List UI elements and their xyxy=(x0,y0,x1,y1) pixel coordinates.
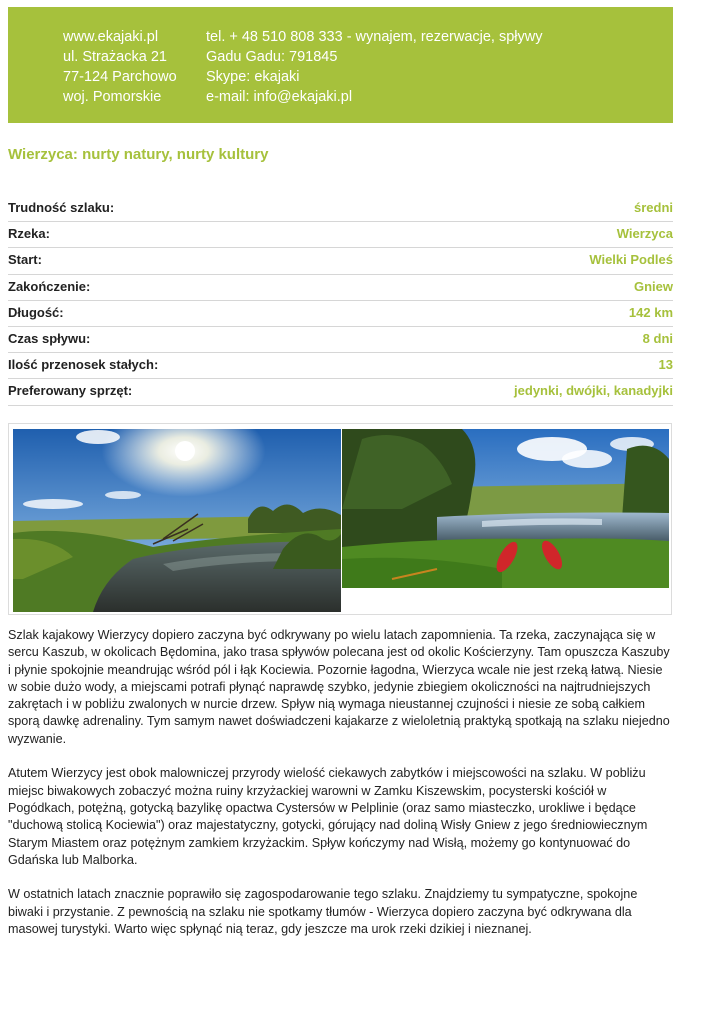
spec-value: jedynki, dwójki, kanadyjki xyxy=(514,383,673,399)
spec-label: Długość: xyxy=(8,304,64,320)
address-block xyxy=(63,27,177,107)
paragraph: Atutem Wierzycy jest obok malowniczej przyrody wielość ciekawych zabytków i miejscowości na szlaku. W pobliżu miejsc biwakowych zobaczyć można ruiny krzyżackiej warowni w Zamku Kiszewskim, pocysterski kościół w Pogódkach, potężną, gotycką bazylikę opactwa Cystersów w Pelplinie (oraz samo miasteczko, urokliwe i będące "duchową stolicą Kociewia") oraz majestatyczny, gotycki, górujący nad doliną Wisły Gniew z jego średniowiecznym Starym Miastem oraz potężnym zamkiem krzyżackim. Spływ kończymy nad Wisłą, możemy go kontynuować do Gdańska lub Malborka. xyxy=(8,766,648,867)
spec-value: 8 dni xyxy=(642,330,673,346)
spec-label: Ilość przenosek stałych: xyxy=(8,357,159,373)
article-body xyxy=(8,627,674,956)
postal-city: 77-124 Parchowo xyxy=(63,69,177,85)
spec-label: Zakończenie: xyxy=(8,278,91,294)
spec-row xyxy=(8,327,673,353)
province: woj. Pomorskie xyxy=(63,89,162,105)
spec-row xyxy=(8,301,673,327)
spec-row xyxy=(8,275,673,301)
photo-strip xyxy=(8,423,672,615)
spec-label: Czas spływu: xyxy=(8,330,91,346)
gadu-gadu-line: Gadu Gadu: 791845 xyxy=(206,49,338,65)
spec-value: Gniew xyxy=(633,278,673,294)
spec-value: średni xyxy=(633,200,673,215)
email-link[interactable]: e-mail: info@ekajaki.pl xyxy=(206,89,353,105)
street-address: ul. Strażacka 21 xyxy=(63,49,167,65)
paragraph: W ostatnich latach znacznie poprawiło się zagospodarowanie tego szlaku. Znajdziemy tu sympatyczne, spokojne biwaki i przystanie. Z pewnością na szlaku nie spotkamy tłumów - Wierzyca dopiero zaczyna być odkrywana dla masowej turystyki. Warto więc spłynąć nią teraz, gdy jeszcze ma urok rzeki dzikiej i nieznanej. xyxy=(8,887,638,937)
river-photo-kayaks xyxy=(342,429,669,588)
contact-block xyxy=(206,27,543,107)
spec-value: 13 xyxy=(658,357,673,373)
spec-label: Start: xyxy=(8,252,42,268)
spec-value: Wielki Podleś xyxy=(589,252,673,268)
spec-row xyxy=(8,248,673,274)
website-link[interactable]: www.ekajaki.pl xyxy=(63,29,159,45)
spec-label: Trudność szlaku: xyxy=(8,200,115,215)
spec-row xyxy=(8,196,673,222)
contact-header xyxy=(8,7,673,123)
page-title: Wierzyca: nurty natury, nurty kultury xyxy=(8,146,269,163)
phone-line: tel. + 48 510 808 333 - wynajem, rezerwacje, spływy xyxy=(206,29,543,45)
spec-row xyxy=(8,379,673,405)
spec-row xyxy=(8,353,673,379)
route-specs xyxy=(8,196,673,406)
skype-line: Skype: ekajaki xyxy=(206,69,300,85)
spec-value: Wierzyca xyxy=(616,226,673,242)
spec-row xyxy=(8,222,673,248)
spec-label: Preferowany sprzęt: xyxy=(8,383,133,399)
spec-label: Rzeka: xyxy=(8,226,50,242)
spec-value: 142 km xyxy=(628,304,673,320)
paragraph: Szlak kajakowy Wierzycy dopiero zaczyna być odkrywany po wielu latach zapomnienia. Ta rzeka, zaczynająca się w sercu Kaszub, w okolicach Będomina, jako trasa spływów polecana jest od okolic Kościerzyny. Tam opuszcza Kaszuby i płynie spokojnie meandrując wśród pól i łąk Kociewia. Pozornie łagodna, Wierzyca wcale nie jest rzeką łatwą. Niesie w sobie dużo wody, a miejscami potrafi płynąć naprawdę szybko, jedynie zbiegiem okoliczności na najtrudniejszych zakrętach i w pobliżu zwalonych w nurcie drzew. Spływ nią wymaga nieustannej czujności i niesie ze sobą całkiem sporą dawkę adrenaliny. Tym samym nawet doświadczeni kajakarze z wieloletnią praktyką spotkają na szlaku niejedno wyzwanie. xyxy=(8,628,670,746)
river-photo-sun xyxy=(13,429,341,612)
